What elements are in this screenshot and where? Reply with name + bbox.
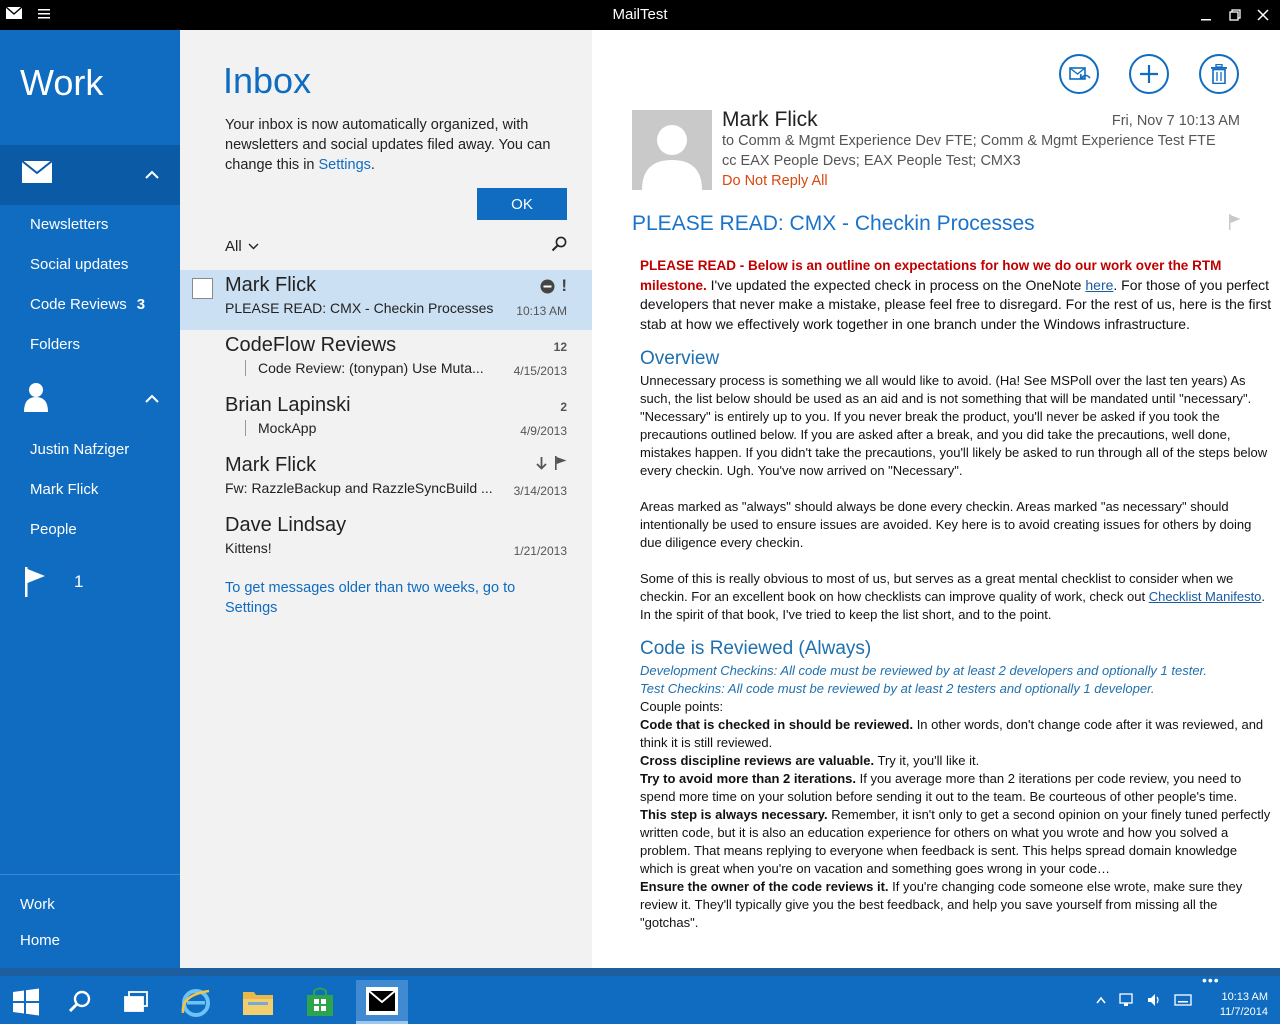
taskbar-mail-app[interactable] [356, 980, 408, 1024]
point-text: If you're changing code someone else wrote, make sure they review it. They'll typically give you the best feedback, and help you save yourself from missing all the "gotchas". [640, 879, 1243, 930]
point-text: Try it, you'll like it. [874, 753, 980, 768]
chevron-up-icon[interactable] [1096, 996, 1106, 1004]
point-title: Cross discipline reviews are valuable. [640, 753, 875, 768]
overview-paragraph: Unnecessary process is something we all would like to avoid. (Ha! See MSPoll over the last ten years) As such, the list below should be used as an aid and is not something that will be mandated until "necessary". "Necessary" is entirely up to you. If you never break the product, you'll never be asked if you took the precautions outlined below. If you are asked after a break, and you did take the precautions, well done, mistakes happen. If you didn't take the precautions, you'll likely be asked to run through all of the steps below every checkin. Ugh. You've now arrived on "Necessary". [640, 373, 1268, 478]
mail-section-header[interactable] [0, 145, 180, 205]
network-icon[interactable] [1118, 992, 1134, 1008]
sender-name[interactable]: Mark Flick [722, 108, 818, 131]
mail-icon [366, 987, 398, 1015]
point-title: Ensure the owner of the code reviews it. [640, 879, 889, 894]
body-text: Some of this is really obvious to most of us, but serves as a great mental checklist to consider when we checkin. For an excellent book on how checklists can improve quality of work, check out [640, 571, 1234, 604]
envelope-icon [22, 161, 52, 183]
review-point [640, 716, 1272, 752]
nav-label: Folders [30, 336, 81, 353]
close-button[interactable] [1252, 4, 1274, 26]
close-icon [1257, 9, 1269, 21]
task-view-icon [123, 991, 149, 1013]
delete-button[interactable] [1199, 54, 1239, 94]
do-not-reply-all-label: Do Not Reply All [722, 173, 828, 189]
body-intro [640, 256, 1272, 334]
sidebar-item-person[interactable] [30, 441, 129, 458]
high-importance-icon: ! [561, 276, 567, 295]
nav-label: Newsletters [30, 216, 109, 233]
older-messages-link[interactable]: To get messages older than two weeks, go to Settings [225, 580, 516, 616]
taskbar-internet-explorer[interactable] [170, 980, 222, 1024]
search-icon [68, 990, 92, 1014]
people-section-header[interactable] [0, 375, 180, 423]
message-sender: CodeFlow Reviews [225, 334, 397, 356]
minimize-button[interactable] [1195, 4, 1217, 26]
store-bag-icon [305, 987, 335, 1017]
taskbar-store[interactable] [294, 980, 346, 1024]
sidebar-item-newsletters[interactable] [30, 216, 108, 233]
account-link-home[interactable]: Home [20, 932, 61, 949]
received-date: Fri, Nov 7 10:13 AM [1111, 113, 1240, 129]
checklist-manifesto-link[interactable]: Checklist Manifesto [1148, 589, 1262, 604]
speaker-icon[interactable] [1146, 992, 1162, 1008]
message-item[interactable] [180, 330, 592, 390]
sidebar-item-folders[interactable] [30, 336, 80, 353]
message-sender: Dave Lindsay [225, 514, 347, 536]
review-point [640, 770, 1272, 806]
alert-text: PLEASE READ - Below is an outline on expectations for how we do our work over the RTM milestone. [640, 258, 1222, 293]
nav-label: Justin Nafziger [30, 441, 130, 458]
notice-end: . [370, 157, 375, 173]
flag-icon [554, 456, 567, 470]
more-options-icon[interactable]: ••• [1202, 972, 1220, 988]
sidebar-item-social-updates[interactable] [30, 256, 128, 273]
search-icon[interactable] [551, 236, 567, 252]
point-title: Try to avoid more than 2 iterations. [640, 771, 856, 786]
start-button[interactable] [0, 980, 52, 1024]
chevron-up-icon[interactable] [144, 394, 160, 404]
message-sender: Mark Flick [225, 454, 317, 476]
message-date: 4/9/2013 [520, 424, 567, 438]
filter-dropdown[interactable] [225, 238, 259, 255]
message-item[interactable] [180, 270, 592, 330]
dev-requirement: Development Checkins: All code must be reviewed by at least 2 developers and optionally 1 tester. [640, 663, 1208, 678]
review-point [640, 806, 1272, 878]
folder-title: Inbox [223, 60, 312, 101]
onenote-link[interactable]: here [1085, 276, 1114, 293]
system-clock[interactable] [1208, 990, 1268, 1020]
app-bar-strip [0, 968, 1280, 976]
body-text: . For those of you perfect developers that never make a mistake, please feel free to disregard. For the rest of us, here is the first stab at how we effectively work together in one branch under the Windows infrastructure. [640, 276, 1272, 332]
point-text: In other words, don't change code after it was reviewed, and think it is still reviewed. [640, 717, 1264, 750]
message-subject: MockApp [245, 420, 495, 436]
test-requirement: Test Checkins: All code must be reviewed by at least 2 testers and optionally 1 developer. [640, 681, 1155, 696]
nav-label: People [30, 521, 77, 538]
low-importance-icon [535, 456, 548, 470]
message-item[interactable] [180, 450, 592, 510]
checklist-paragraph [640, 570, 1272, 624]
message-subject: PLEASE READ: CMX - Checkin Processes [225, 300, 494, 316]
person-icon [24, 382, 48, 412]
reply-icon [1067, 64, 1091, 84]
keyboard-icon[interactable] [1174, 993, 1192, 1007]
taskbar-file-explorer[interactable] [232, 980, 284, 1024]
message-subject: Kittens! [225, 540, 272, 556]
to-recipients[interactable]: to Comm & Mgmt Experience Dev FTE; Comm & Mgmt Experience Test FTE [722, 133, 1216, 149]
clock-time: 10:13 AM [1221, 991, 1268, 1003]
message-subject-heading: PLEASE READ: CMX - Checkin Processes [632, 212, 1035, 235]
message-body [640, 256, 1272, 932]
nav-label: Social updates [30, 256, 129, 273]
flagged-count: 1 [74, 572, 84, 591]
message-item[interactable] [180, 510, 592, 570]
sidebar [0, 30, 180, 968]
message-date: 3/14/2013 [513, 484, 567, 498]
body-text: . In the spirit of that book, I've tried to keep the list short, and to the point. [640, 589, 1266, 622]
flag-icon [24, 567, 46, 597]
review-point [640, 752, 1272, 770]
sender-avatar [632, 110, 712, 190]
thread-count: 2 [560, 400, 567, 414]
filter-label: All [225, 238, 242, 255]
respond-button[interactable] [1059, 54, 1099, 94]
restore-button[interactable] [1224, 4, 1246, 26]
person-placeholder-icon [632, 110, 712, 190]
title-bar [0, 0, 1280, 30]
body-text: I've updated the expected check in process on the OneNote [706, 276, 1086, 293]
point-title: This step is always necessary. [640, 807, 828, 822]
sidebar-divider [0, 874, 180, 875]
window-title: MailTest [612, 6, 668, 23]
account-link-work[interactable]: Work [20, 896, 55, 913]
message-status-icons [535, 456, 567, 470]
flag-icon[interactable] [1228, 214, 1241, 230]
select-checkbox[interactable] [192, 278, 213, 299]
message-subject: Fw: RazzleBackup and RazzleSyncBuild ... [225, 480, 493, 496]
minimize-icon [1200, 9, 1212, 21]
settings-link[interactable]: Settings [318, 157, 371, 173]
internet-explorer-icon [179, 985, 213, 1019]
sidebar-item-person[interactable] [30, 481, 98, 498]
couple-points-label: Couple points: [640, 699, 724, 714]
message-status-icons [540, 276, 567, 296]
code-reviewed-heading: Code is Reviewed (Always) [640, 638, 872, 659]
do-not-reply-icon [540, 279, 555, 294]
organize-notice [225, 115, 570, 175]
folder-icon [242, 988, 274, 1016]
account-title: Work [20, 62, 104, 103]
message-date: 1/21/2013 [513, 544, 567, 558]
point-title: Code that is checked in should be reviewed. [640, 717, 914, 732]
chevron-down-icon [248, 243, 259, 250]
task-view-button[interactable] [110, 980, 162, 1024]
system-tray [1096, 992, 1192, 1008]
message-sender: Brian Lapinski [225, 394, 351, 416]
point-text: Remember, it isn't only to get a second opinion on your finely tuned perfectly written code, but it is also an education experience for others on what you wrote and how you solved a problem. That means replying to everyone when feedback is sent. This helps spread domain knowledge which is great when you're on vacation and something goes wrong in your code… [640, 807, 1271, 876]
cc-recipients[interactable]: cc EAX People Devs; EAX People Test; CMX3 [722, 153, 1021, 169]
message-sender: Mark Flick [225, 274, 317, 296]
message-list-pane [180, 30, 592, 968]
sidebar-item-people[interactable] [30, 521, 77, 538]
taskbar [0, 968, 1280, 1024]
new-mail-button[interactable] [1129, 54, 1169, 94]
sidebar-item-flagged[interactable] [24, 567, 83, 597]
chevron-up-icon[interactable] [144, 170, 160, 180]
message-date: 10:13 AM [516, 304, 567, 318]
notice-text: Your inbox is now automatically organized, with newsletters and social updates filed away. You can change this in [225, 117, 551, 173]
windows-logo-icon [12, 988, 40, 1016]
nav-label: Mark Flick [30, 481, 99, 498]
overview-heading: Overview [640, 348, 720, 369]
message-subject: Code Review: (tonypan) Use Muta... [245, 360, 495, 376]
point-text: If you average more than 2 iterations per code review, you need to spend more time on your solution before sending it out to the team. Be courteous of other people's time. [640, 771, 1242, 804]
clock-date: 11/7/2014 [1219, 1006, 1268, 1018]
restore-icon [1229, 9, 1241, 21]
plus-icon [1138, 63, 1160, 85]
trash-icon [1210, 64, 1228, 84]
reading-pane [592, 30, 1280, 968]
unread-count: 3 [136, 296, 146, 313]
areas-paragraph: Areas marked as "always" should always be done every checkin. Areas marked "as necessary" should intentionally be used to ensure issues are avoided. Key here is to avoid creating issues for others by doing due diligence every checkin. [640, 499, 1252, 550]
search-button[interactable] [54, 980, 106, 1024]
nav-label: Code Reviews [30, 296, 127, 313]
sidebar-item-code-reviews[interactable] [30, 296, 145, 313]
thread-count: 12 [553, 340, 567, 354]
message-item[interactable] [180, 390, 592, 450]
message-date: 4/15/2013 [513, 364, 567, 378]
ok-button[interactable]: OK [477, 188, 567, 220]
review-point [640, 878, 1272, 932]
